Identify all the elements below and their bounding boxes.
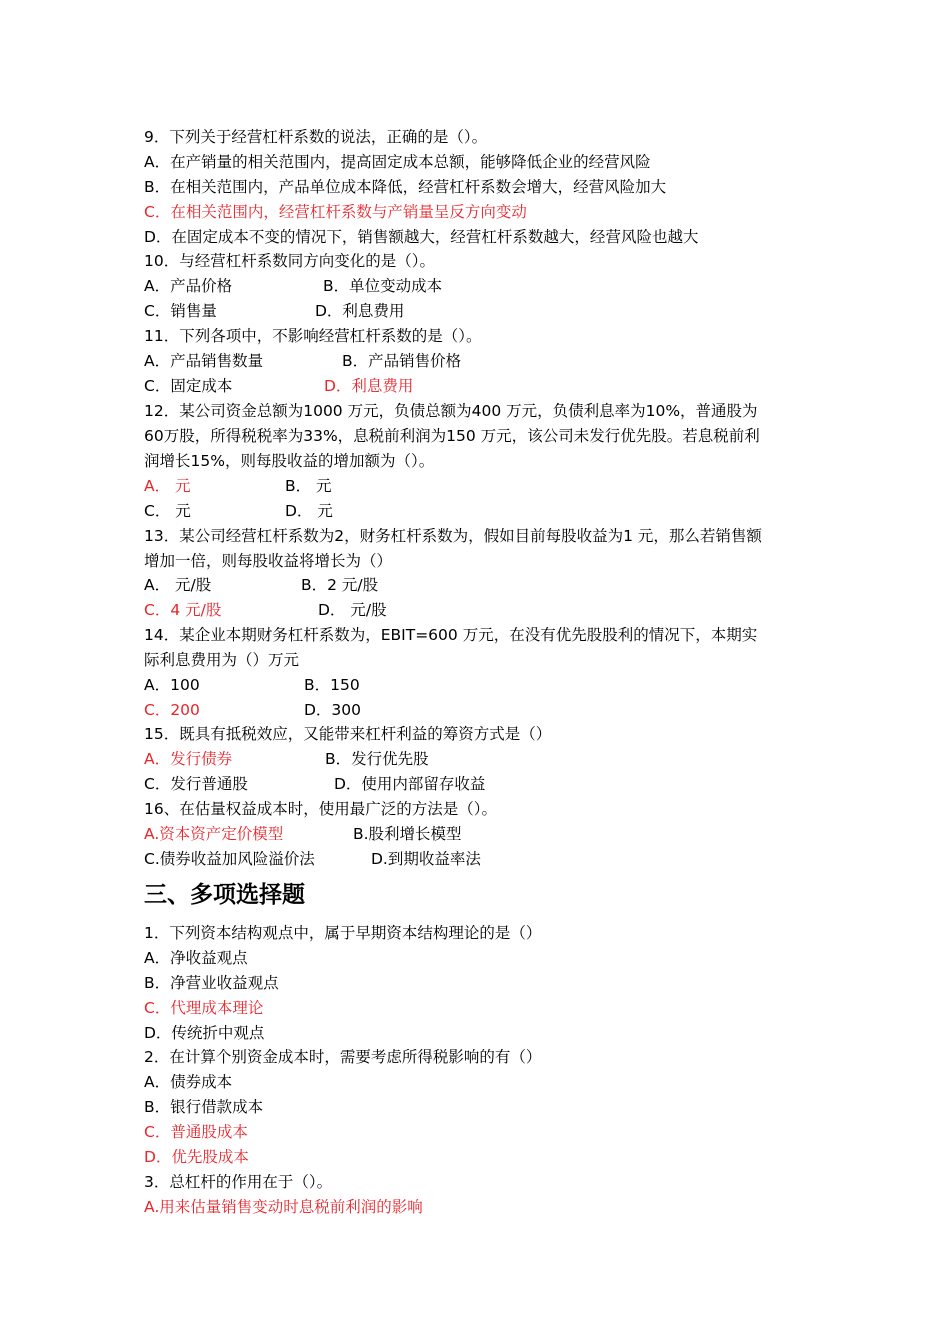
question-9-option-c-answer: C．在相关范围内，经营杠杆系数与产销量呈反方向变动 bbox=[144, 203, 527, 221]
question-14-option-a: A．100 bbox=[144, 676, 200, 694]
question-10-stem: 10．与经营杠杆系数同方向变化的是（）。 bbox=[144, 252, 435, 270]
question-13-stem-line1: 13．某公司经营杠杆系数为2，财务杠杆系数为，假如目前每股收益为1 元，那么若销售额 bbox=[144, 527, 762, 545]
question-10-options-ab bbox=[144, 274, 443, 298]
question-10-option-c: C．销售量 bbox=[144, 302, 217, 320]
question-12-stem-line3: 润增长15%，则每股收益的增加额为（）。 bbox=[144, 452, 435, 470]
question-13-option-c-answer: C．4 元/股 bbox=[144, 601, 222, 619]
question-11-option-b: B．产品销售价格 bbox=[342, 352, 462, 370]
question-14-options-ab bbox=[144, 673, 360, 697]
question-13-stem-line2: 增加一倍，则每股收益将增长为（） bbox=[144, 552, 393, 570]
question-11-stem: 11．下列各项中，不影响经营杠杆系数的是（）。 bbox=[144, 327, 482, 345]
question-16-option-b: B.股利增长模型 bbox=[353, 825, 462, 843]
question-12-option-a-answer: A． 元 bbox=[144, 477, 191, 495]
question-12-options-cd bbox=[144, 499, 333, 523]
question-14-option-c-answer: C．200 bbox=[144, 701, 200, 719]
multi-question-1-option-a: A．净收益观点 bbox=[144, 949, 248, 967]
question-11-options-ab bbox=[144, 349, 462, 373]
question-16-options-cd bbox=[144, 847, 481, 871]
multi-question-1-option-b: B．净营业收益观点 bbox=[144, 974, 279, 992]
question-9-option-a: A．在产销量的相关范围内，提高固定成本总额，能够降低企业的经营风险 bbox=[144, 153, 651, 171]
question-12-stem-line1: 12．某公司资金总额为1000 万元，负债总额为400 万元，负债利息率为10%，普通股为 bbox=[144, 402, 758, 420]
question-13-options-cd bbox=[144, 598, 387, 622]
question-16-option-d: D.到期收益率法 bbox=[371, 850, 481, 868]
question-15-option-b: B．发行优先股 bbox=[325, 750, 429, 768]
question-12-option-b: B． 元 bbox=[285, 477, 332, 495]
multi-question-2-option-c-answer: C．普通股成本 bbox=[144, 1123, 248, 1141]
question-12-options-ab bbox=[144, 474, 332, 498]
question-9-option-d: D．在固定成本不变的情况下，销售额越大，经营杠杆系数越大，经营风险也越大 bbox=[144, 228, 699, 246]
question-9-option-b: B．在相关范围内，产品单位成本降低，经营杠杆系数会增大，经营风险加大 bbox=[144, 178, 667, 196]
question-12-option-d: D． 元 bbox=[285, 502, 333, 520]
question-12-option-c: C． 元 bbox=[144, 502, 191, 520]
question-14-option-d: D．300 bbox=[304, 701, 362, 719]
question-10-option-d: D．利息费用 bbox=[315, 302, 405, 320]
question-16-option-a-answer: A.资本资产定价模型 bbox=[144, 825, 284, 843]
question-14-option-b: B．150 bbox=[304, 676, 360, 694]
question-15-stem: 15．既具有抵税效应，又能带来杠杆利益的筹资方式是（） bbox=[144, 725, 552, 743]
multi-question-2-option-d-answer: D．优先股成本 bbox=[144, 1148, 249, 1166]
question-16-stem: 16、在估量权益成本时，使用最广泛的方法是（）。 bbox=[144, 800, 497, 818]
question-15-option-c: C．发行普通股 bbox=[144, 775, 248, 793]
multi-question-3-stem: 3．总杠杆的作用在于（）。 bbox=[144, 1173, 333, 1191]
multi-question-2-stem: 2．在计算个别资金成本时，需要考虑所得税影响的有（） bbox=[144, 1048, 542, 1066]
question-14-stem-line1: 14．某企业本期财务杠杆系数为，EBIT=600 万元，在没有优先股股利的情况下，本期实 bbox=[144, 626, 758, 644]
multi-question-1-option-c-answer: C．代理成本理论 bbox=[144, 999, 264, 1017]
question-16-options-ab bbox=[144, 822, 462, 846]
multi-question-2-option-b: B．银行借款成本 bbox=[144, 1098, 264, 1116]
question-16-option-c: C.债券收益加风险溢价法 bbox=[144, 850, 315, 868]
multi-question-1-stem: 1．下列资本结构观点中，属于早期资本结构理论的是（） bbox=[144, 924, 542, 942]
question-12-stem-line2: 60万股，所得税税率为33%，息税前利润为150 万元，该公司未发行优先股。若息税前利 bbox=[144, 427, 760, 445]
multi-question-1-option-d: D．传统折中观点 bbox=[144, 1024, 265, 1042]
multi-question-2-option-a: A．债券成本 bbox=[144, 1073, 233, 1091]
question-15-option-d: D．使用内部留存收益 bbox=[334, 775, 486, 793]
question-11-option-c: C．固定成本 bbox=[144, 377, 233, 395]
question-13-options-ab bbox=[144, 573, 379, 597]
question-15-options-ab bbox=[144, 747, 429, 771]
question-9-stem: 9．下列关于经营杠杆系数的说法，正确的是（）。 bbox=[144, 128, 488, 146]
question-13-option-b: B．2 元/股 bbox=[301, 576, 379, 594]
question-15-options-cd bbox=[144, 772, 486, 796]
section-heading: 三、多项选择题 bbox=[144, 882, 305, 908]
question-14-options-cd bbox=[144, 698, 362, 722]
question-15-option-a-answer: A．发行债券 bbox=[144, 750, 233, 768]
question-10-option-b: B．单位变动成本 bbox=[323, 277, 443, 295]
multi-question-3-option-a-answer: A.用来估量销售变动时息税前利润的影响 bbox=[144, 1198, 423, 1216]
question-10-option-a: A．产品价格 bbox=[144, 277, 233, 295]
question-11-option-d-answer: D．利息费用 bbox=[324, 377, 414, 395]
question-11-option-a: A．产品销售数量 bbox=[144, 352, 264, 370]
question-10-options-cd bbox=[144, 299, 405, 323]
question-11-options-cd bbox=[144, 374, 414, 398]
question-13-option-d: D． 元/股 bbox=[318, 601, 387, 619]
question-14-stem-line2: 际利息费用为（）万元 bbox=[144, 651, 300, 669]
question-13-option-a: A． 元/股 bbox=[144, 576, 212, 594]
